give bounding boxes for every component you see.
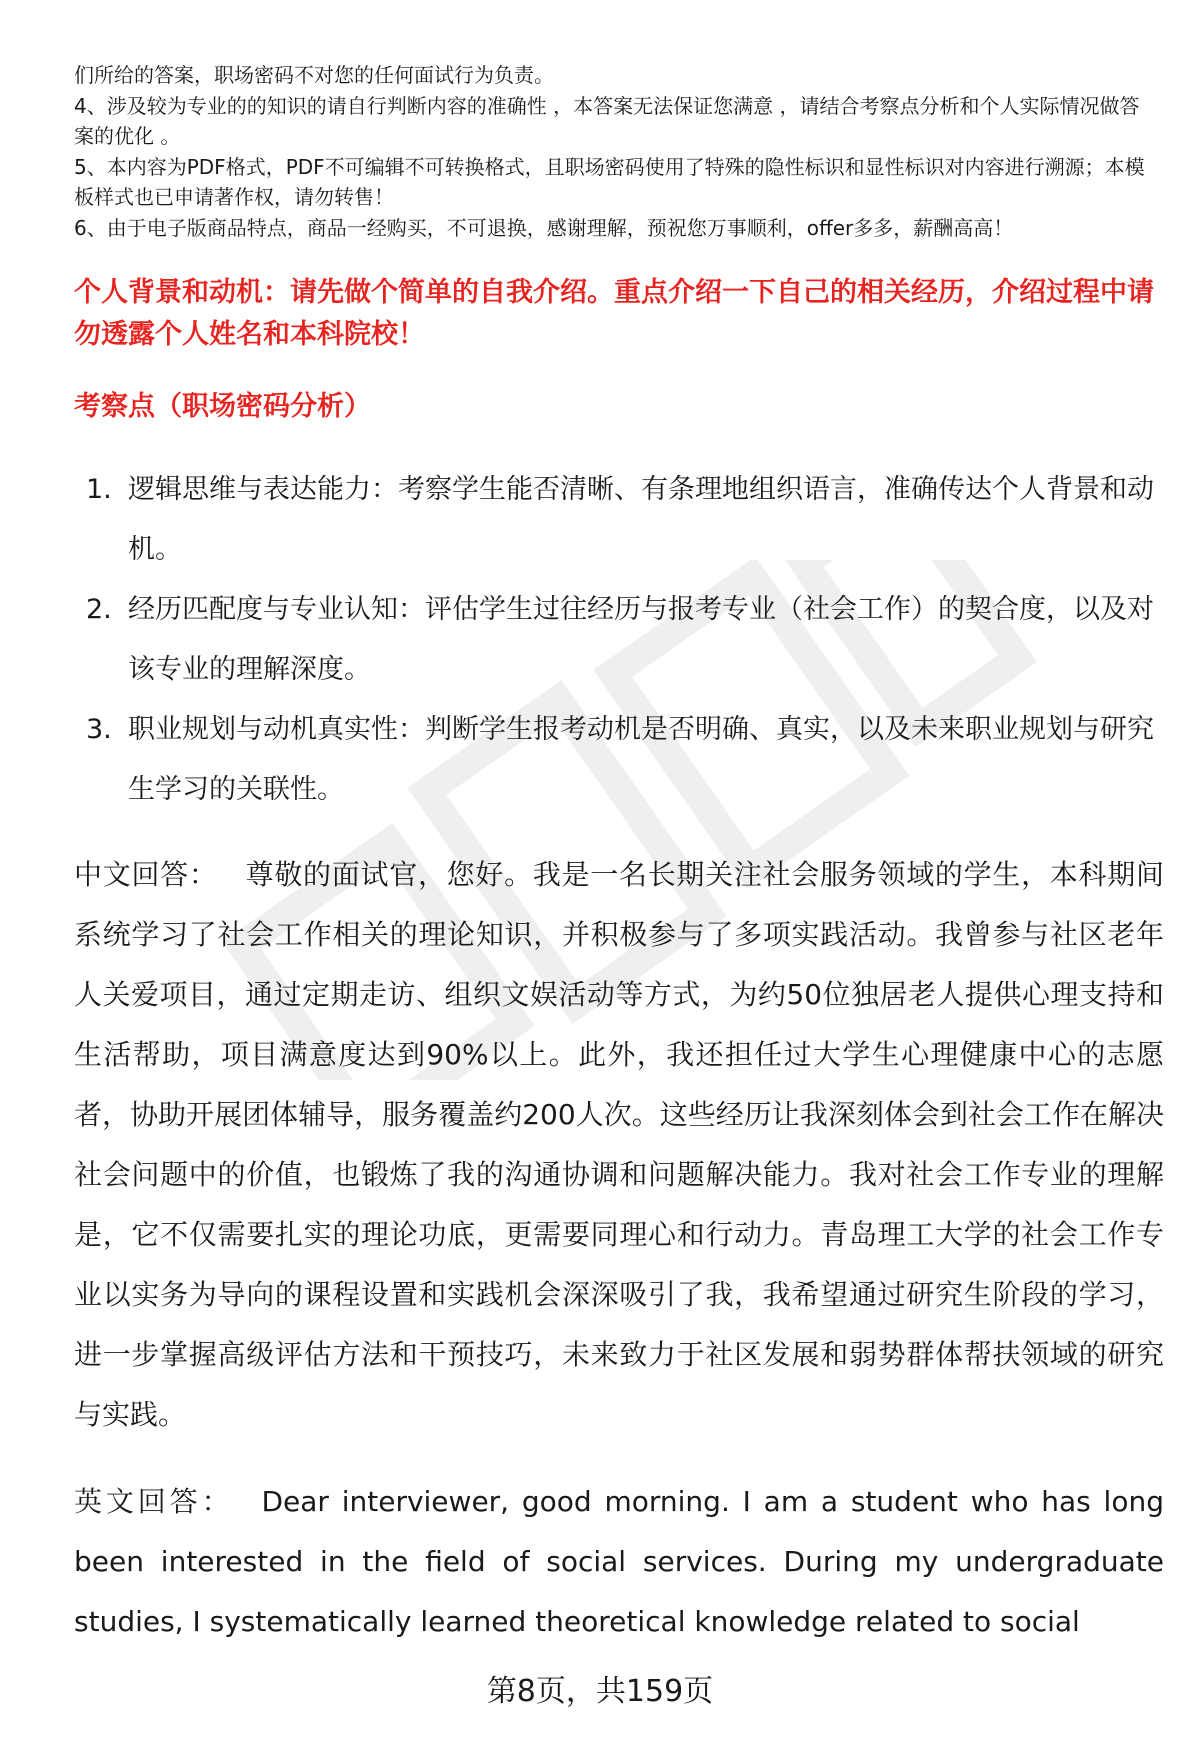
point-number: 2. (86, 594, 112, 625)
chinese-answer-text: 尊敬的面试官，您好。我是一名长期关注社会服务领域的学生，本科期间系统学习了社会工作相关的理论知识，并积极参与了多项实践活动。我曾参与社区老年人关爱项目，通过定期走访、组织文娱活动等方式，为约50位独居老人提供心理支持和生活帮助，项目满意度达到90%以上。此外，我还担任过大学生心理健康中心的志愿者，协助开展团体辅导，服务覆盖约200人次。这些经历让我深刻体会到社会工作在解决社会问题中的价值，也锻炼了我的沟通协调和问题解决能力。我对社会工作专业的理解是，它不仅需要扎实的理论功底，更需要同理心和行动力。青岛理工大学的社会工作专业以实务为导向的课程设置和实践机会深深吸引了我，我希望通过研究生阶段的学习，进一步掌握高级评估方法和干预技巧，未来致力于社区发展和弱势群体帮扶领域的研究与实践。 (74, 858, 1164, 1431)
analysis-point (74, 580, 1164, 700)
english-answer-text: Dear interviewer, good morning. I am a student who has long been interested in the field of social services. During my undergraduate studies, I systematically learned theoretical knowledge related to social (74, 1485, 1164, 1638)
disclaimer-line: 们所给的答案，职场密码不对您的任何面试行为负责。 (74, 63, 554, 87)
point-text: 职业规划与动机真实性：判断学生报考动机是否明确、真实，以及未来职业规划与研究生学习的关联性。 (128, 714, 1154, 805)
english-answer (74, 1472, 1164, 1652)
point-number: 3. (86, 714, 112, 745)
disclaimer-line: 6、由于电子版商品特点，商品一经购买，不可退换，感谢理解，预祝您万事顺利，offer多多，薪酬高高！ (74, 215, 1014, 240)
point-text: 逻辑思维与表达能力：考察学生能否清晰、有条理地组织语言，准确传达个人背景和动机。 (128, 474, 1154, 565)
point-number: 1. (86, 474, 112, 505)
analysis-point (74, 460, 1164, 580)
chinese-answer (74, 845, 1164, 1445)
analysis-points-list (74, 460, 1164, 820)
page-number: 第8页，共159页 (486, 1674, 714, 1709)
disclaimer-line: 4、涉及较为专业的的知识的请自行判断内容的准确性 ，本答案无法保证您满意 ，请结合考察点分析和个人实际情况做答案的优化 。 (74, 93, 1140, 148)
english-answer-label: 英文回答： (74, 1485, 234, 1518)
point-text: 经历匹配度与专业认知：评估学生过往经历与报考专业（社会工作）的契合度，以及对该专业的理解深度。 (128, 594, 1154, 685)
chinese-answer-label: 中文回答： (74, 858, 218, 891)
disclaimer-block (74, 60, 1154, 243)
analysis-point (74, 700, 1164, 820)
disclaimer-line: 5、本内容为PDF格式，PDF不可编辑不可转换格式，且职场密码使用了特殊的隐性标识和显性标识对内容进行溯源；本模板样式也已申请著作权，请勿转售！ (74, 154, 1145, 209)
question-title: 个人背景和动机：请先做个简单的自我介绍。重点介绍一下自己的相关经历，介绍过程中请勿透露个人姓名和本科院校！ (74, 277, 1154, 350)
analysis-title: 考察点（职场密码分析） (74, 391, 371, 422)
